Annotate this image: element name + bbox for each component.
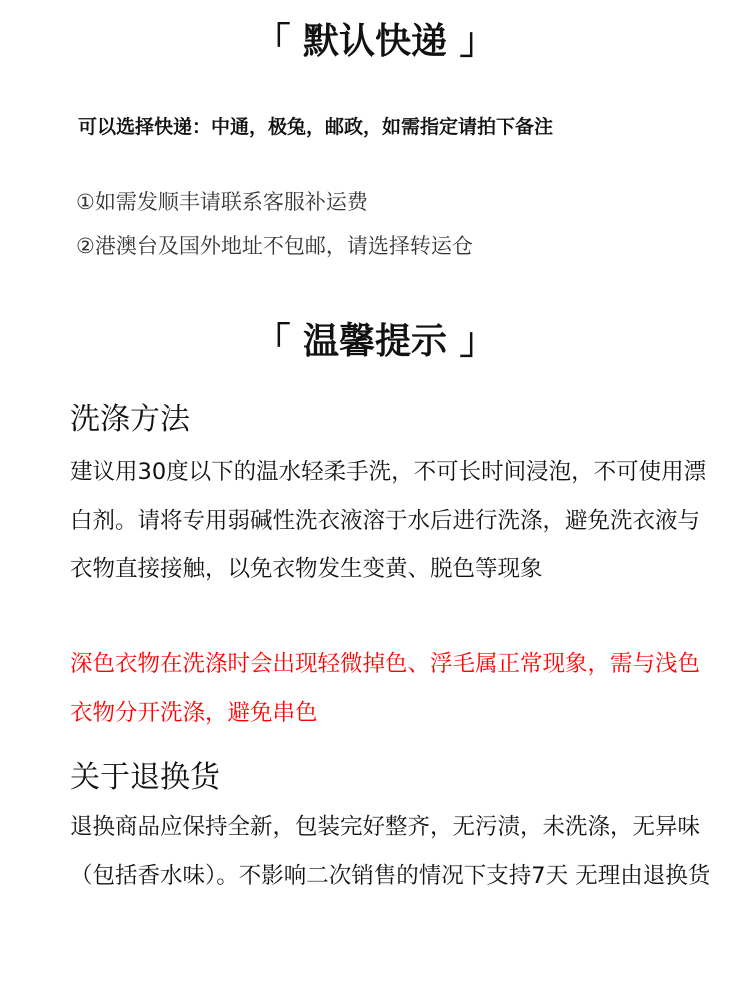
- shipping-options-text: 可以选择快递：中通，极兔，邮政，如需指定请拍下备注: [78, 116, 554, 138]
- shipping-note-overseas: ②港澳台及国外地址不包邮，请选择转运仓: [76, 234, 473, 258]
- shipping-title: 「 默认快递 」: [254, 21, 496, 62]
- returns-policy: 退换商品应保持全新，包装完好整齐，无污渍，未洗涤，无异味（包括香水味）。不影响二次销售的情况下支持7天 无理由退换货: [70, 814, 711, 889]
- shipping-note-sf: ①如需发顺丰请联系客服补运费: [76, 190, 368, 214]
- washing-instructions: 建议用30度以下的温水轻柔手洗，不可长时间浸泡，不可使用漂白剂。请将专用弱碱性洗衣液溶于水后进行洗涤，避免洗衣液与衣物直接接触，以免衣物发生变黄、脱色等现象: [70, 459, 707, 582]
- washing-warning: 深色衣物在洗涤时会出现轻微掉色、浮毛属正常现象，需与浅色衣物分开洗涤，避免串色: [70, 651, 701, 726]
- tips-title: 「 温馨提示 」: [254, 321, 496, 362]
- washing-heading: 洗涤方法: [70, 402, 190, 437]
- returns-heading: 关于退换货: [70, 760, 220, 795]
